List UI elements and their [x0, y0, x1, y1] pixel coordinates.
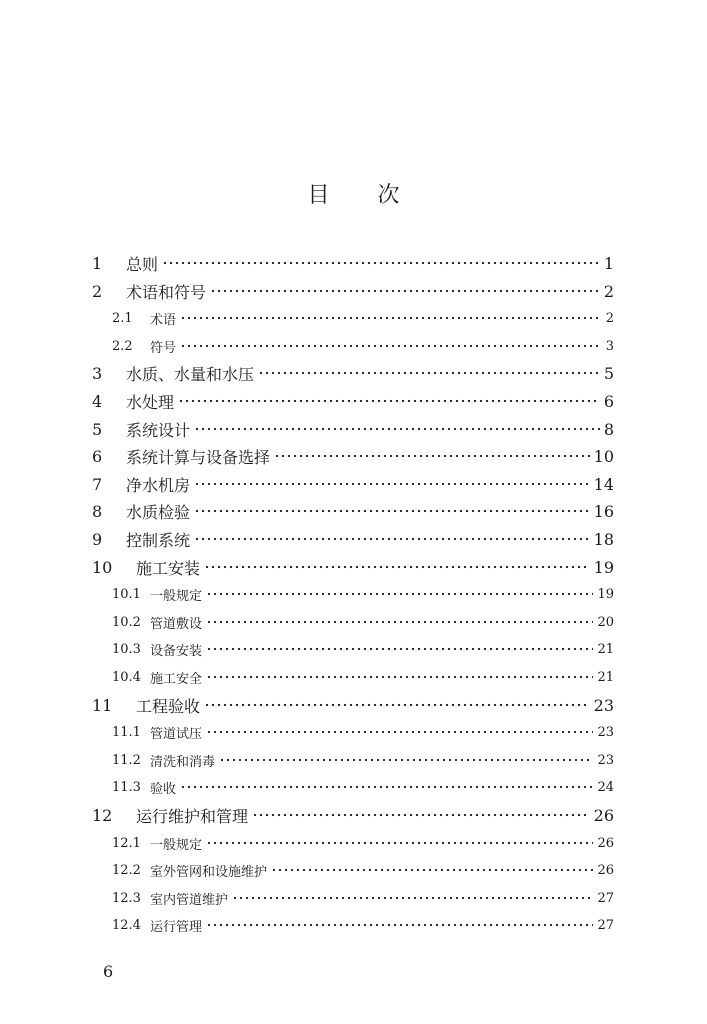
toc-entry-number: 12	[92, 805, 113, 825]
toc-chapter-entry[interactable]	[0, 692, 614, 718]
toc-entry-label: 室内管道维护	[150, 892, 229, 908]
toc-entry-label: 水质检验	[126, 502, 191, 522]
toc-chapter-entry[interactable]	[0, 388, 614, 414]
toc-entry-page: 23	[593, 695, 614, 715]
toc-entry-number: 1	[92, 253, 103, 273]
toc-leader-dots	[206, 647, 593, 651]
toc-entry-label: 清洗和消毒	[150, 754, 216, 770]
toc-entry-page: 19	[593, 557, 614, 577]
toc-leader-dots	[258, 371, 600, 375]
toc-entry-number: 2.2	[112, 338, 133, 354]
toc-section-entry[interactable]	[0, 719, 614, 745]
toc-leader-dots	[219, 758, 593, 762]
toc-section-entry[interactable]	[0, 305, 614, 331]
toc-entry-label: 一般规定	[150, 588, 203, 604]
toc-leader-dots	[180, 785, 593, 789]
toc-entry-page: 27	[597, 917, 614, 933]
toc-entry-page: 26	[593, 805, 614, 825]
toc-leader-dots	[210, 289, 600, 293]
toc-entry-page: 3	[605, 338, 614, 354]
toc-entry-page: 1	[603, 253, 614, 273]
toc-entry-page: 18	[593, 529, 614, 549]
toc-entry-number: 2	[92, 281, 103, 301]
toc-entry-page: 23	[597, 724, 614, 740]
toc-entry-number: 11.2	[112, 752, 141, 768]
toc-entry-label: 管道试压	[150, 726, 203, 742]
toc-entry-number: 6	[92, 446, 103, 466]
toc-entry-label: 运行维护和管理	[136, 806, 249, 826]
toc-section-entry[interactable]	[0, 830, 614, 856]
toc-entry-page: 19	[597, 586, 614, 602]
toc-leader-dots	[274, 454, 590, 458]
toc-section-entry[interactable]	[0, 857, 614, 883]
toc-title-right: 次	[377, 183, 400, 208]
toc-chapter-entry[interactable]	[0, 443, 614, 469]
toc-leader-dots	[206, 730, 593, 734]
toc-leader-dots	[180, 316, 602, 320]
toc-entry-page: 24	[597, 779, 614, 795]
toc-chapter-entry[interactable]	[0, 526, 614, 552]
toc-section-entry[interactable]	[0, 885, 614, 911]
toc-entry-number: 10.3	[112, 641, 141, 657]
toc-entry-number: 10.1	[112, 586, 141, 602]
toc-entry-label: 净水机房	[126, 475, 191, 495]
toc-section-entry[interactable]	[0, 747, 614, 773]
toc-entry-label: 验收	[150, 781, 177, 797]
toc-section-entry[interactable]	[0, 333, 614, 359]
toc-entry-label: 一般规定	[150, 837, 203, 853]
toc-entry-label: 系统设计	[126, 420, 191, 440]
toc-entry-number: 8	[92, 501, 103, 521]
toc-entry-number: 12.3	[112, 890, 141, 906]
toc-leader-dots	[204, 565, 590, 569]
toc-entry-number: 9	[92, 529, 103, 549]
toc-entry-label: 室外管网和设施维护	[150, 864, 268, 880]
toc-leader-dots	[206, 841, 593, 845]
toc-entry-number: 12.4	[112, 917, 141, 933]
toc-entry-label: 水处理	[126, 392, 175, 412]
toc-entry-label: 系统计算与设备选择	[126, 447, 271, 467]
toc-section-entry[interactable]	[0, 912, 614, 938]
toc-section-entry[interactable]	[0, 609, 614, 635]
toc-entry-label: 管道敷设	[150, 616, 203, 632]
toc-leader-dots	[194, 509, 590, 513]
toc-entry-label: 设备安装	[150, 643, 203, 659]
toc-entry-number: 3	[92, 363, 103, 383]
toc-section-entry[interactable]	[0, 581, 614, 607]
toc-section-entry[interactable]	[0, 774, 614, 800]
toc-leader-dots	[232, 896, 593, 900]
toc-entry-label: 控制系统	[126, 530, 191, 550]
toc-entry-label: 水质、水量和水压	[126, 364, 255, 384]
toc-section-entry[interactable]	[0, 664, 614, 690]
toc-entry-page: 16	[593, 501, 614, 521]
toc-entry-page: 8	[603, 419, 614, 439]
toc-entry-page: 21	[597, 669, 614, 685]
toc-entry-number: 10.2	[112, 614, 141, 630]
toc-leader-dots	[204, 703, 590, 707]
page-number: 6	[103, 962, 114, 981]
toc-entry-number: 5	[92, 419, 103, 439]
toc-entry-number: 10.4	[112, 669, 141, 685]
toc-entry-page: 5	[603, 363, 614, 383]
toc-section-entry[interactable]	[0, 636, 614, 662]
toc-leader-dots	[206, 675, 593, 679]
toc-leader-dots	[271, 868, 593, 872]
toc-entry-label: 总则	[126, 254, 159, 274]
toc-entry-label: 术语和符号	[126, 282, 207, 302]
toc-entry-page: 6	[603, 391, 614, 411]
toc-chapter-entry[interactable]	[0, 360, 614, 386]
toc-entry-number: 2.1	[112, 310, 133, 326]
toc-entry-page: 21	[597, 641, 614, 657]
toc-leader-dots	[194, 427, 600, 431]
toc-leader-dots	[252, 813, 590, 817]
toc-entry-page: 23	[597, 752, 614, 768]
toc-chapter-entry[interactable]	[0, 416, 614, 442]
toc-title	[0, 178, 707, 209]
toc-leader-dots	[180, 344, 602, 348]
toc-entry-number: 12.1	[112, 835, 141, 851]
toc-leader-dots	[194, 482, 590, 486]
toc-leader-dots	[206, 620, 593, 624]
toc-entry-label: 工程验收	[136, 696, 201, 716]
toc-chapter-entry[interactable]	[0, 471, 614, 497]
toc-leader-dots	[206, 592, 593, 596]
toc-leader-dots	[194, 537, 590, 541]
toc-chapter-entry[interactable]	[0, 554, 614, 580]
toc-entry-number: 11	[92, 695, 113, 715]
toc-chapter-entry[interactable]	[0, 498, 614, 524]
toc-leader-dots	[206, 923, 593, 927]
toc-entry-page: 2	[603, 281, 614, 301]
toc-entry-number: 12.2	[112, 862, 141, 878]
toc-entry-page: 26	[597, 862, 614, 878]
toc-entry-label: 术语	[150, 312, 177, 328]
toc-leader-dots	[162, 261, 600, 265]
toc-entry-number: 11.1	[112, 724, 141, 740]
toc-entry-page: 26	[597, 835, 614, 851]
toc-entry-page: 14	[593, 474, 614, 494]
toc-entry-page: 2	[605, 310, 614, 326]
toc-entry-label: 施工安装	[136, 558, 201, 578]
toc-entry-page: 20	[597, 614, 614, 630]
toc-chapter-entry[interactable]	[0, 250, 614, 276]
toc-entry-label: 符号	[150, 340, 177, 356]
toc-entry-page: 27	[597, 890, 614, 906]
toc-leader-dots	[178, 399, 600, 403]
toc-entry-number: 11.3	[112, 779, 141, 795]
toc-chapter-entry[interactable]	[0, 802, 614, 828]
toc-entry-label: 施工安全	[150, 671, 203, 687]
toc-entry-label: 运行管理	[150, 919, 203, 935]
toc-entry-number: 7	[92, 474, 103, 494]
toc-entry-page: 10	[593, 446, 614, 466]
toc-entry-number: 10	[92, 557, 113, 577]
toc-title-left: 目	[307, 183, 330, 208]
toc-chapter-entry[interactable]	[0, 278, 614, 304]
toc-entry-number: 4	[92, 391, 103, 411]
